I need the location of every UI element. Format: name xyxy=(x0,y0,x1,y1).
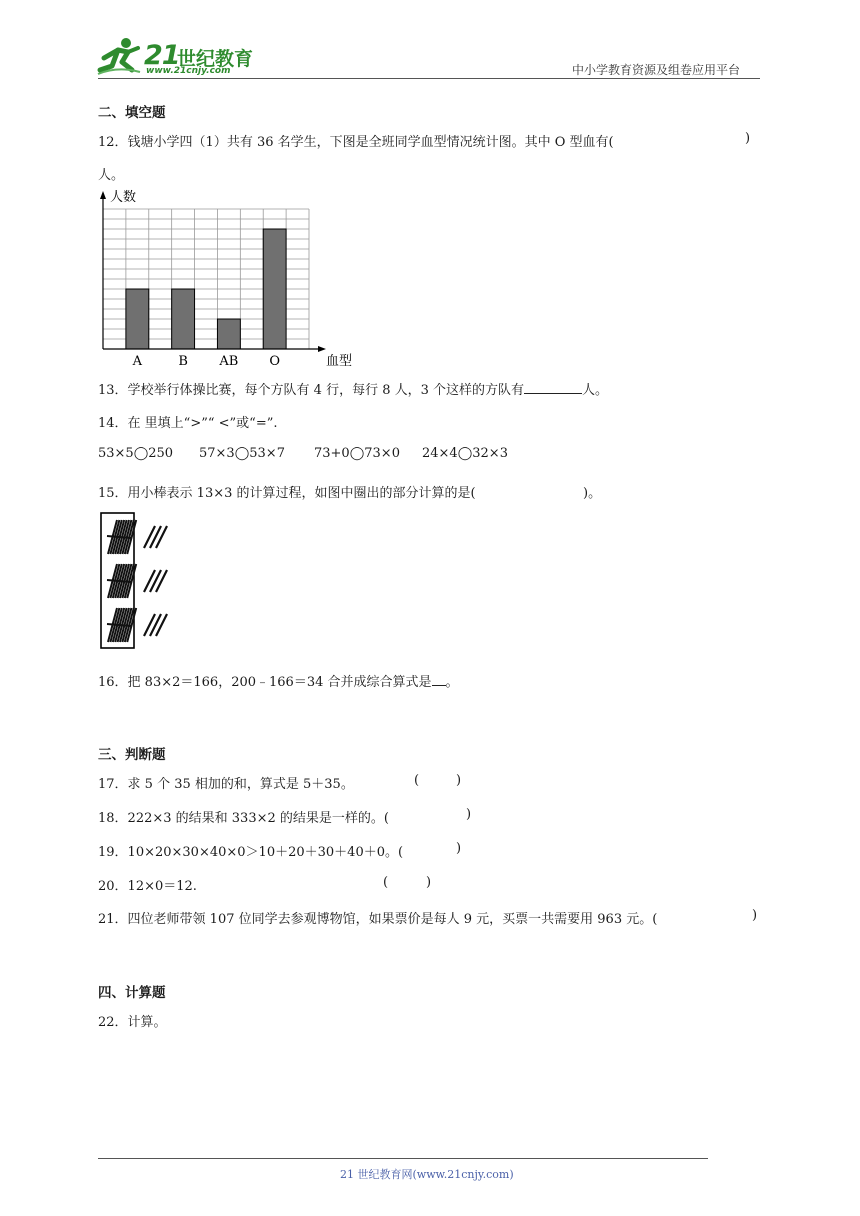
single-stick xyxy=(156,526,167,548)
platform-title: 中小学教育资源及组卷应用平台 xyxy=(572,63,741,77)
section-judge-title: 三、判断题 xyxy=(98,747,166,763)
question-16-text: 16．把 83×2＝166，200﹣166＝34 合并成综合算式是 xyxy=(98,675,432,690)
answer-blank-16[interactable] xyxy=(432,673,446,686)
single-sticks xyxy=(144,570,167,592)
stick-bundle-of-ten xyxy=(107,564,136,598)
answer-blank-13[interactable] xyxy=(524,381,582,394)
question-13 xyxy=(98,379,608,398)
question-20-text: 20．12×0＝12. xyxy=(98,879,197,894)
x-tick-label-o: O xyxy=(269,354,281,369)
question-14-item-2[interactable]: 57×3◯53×7 xyxy=(199,446,285,461)
bar-ab xyxy=(217,319,240,349)
question-14-item-1[interactable]: 53×5◯250 xyxy=(98,446,174,461)
single-stick xyxy=(144,614,155,636)
question-18-text: 18．222×3 的结果和 333×2 的结果是一样的。( xyxy=(98,811,389,826)
question-16 xyxy=(98,671,459,690)
x-tick-label-a: A xyxy=(132,354,143,369)
bar-o xyxy=(263,229,286,349)
y-axis-arrow-icon xyxy=(100,191,106,199)
footer-divider xyxy=(98,1158,708,1159)
x-axis-arrow-icon xyxy=(318,346,326,352)
blood-type-bar-chart xyxy=(90,183,370,373)
question-17-paren-close[interactable]: ) xyxy=(456,773,462,788)
question-13-unit: 人。 xyxy=(582,383,609,398)
question-20-paren-open[interactable]: ( xyxy=(383,875,389,890)
footer-text: 21 世纪教育网(www.21cnjy.com) xyxy=(340,1168,514,1181)
question-12-paren: ) xyxy=(745,131,751,146)
logo-url: www.21cnjy.com xyxy=(146,66,231,76)
question-14-stem: 14．在 里填上“>”“ <”或“=”. xyxy=(98,416,278,431)
stick-bundle-of-ten xyxy=(107,520,136,554)
question-21-text: 21．四位老师带领 107 位同学去参观博物馆，如果票价是每人 9 元，买票一共需要用 963 元。( xyxy=(98,912,658,927)
single-sticks xyxy=(144,526,167,548)
single-stick xyxy=(156,614,167,636)
stick-bundle-of-ten xyxy=(107,608,136,642)
question-15-paren: )。 xyxy=(583,486,602,501)
chart-y-label: 人数 xyxy=(110,190,137,205)
section-calc-title: 四、计算题 xyxy=(98,985,166,1001)
chart-x-labels xyxy=(132,354,280,369)
question-12-line1: 12．钱塘小学四（1）共有 36 名学生，下图是全班同学血型情况统计图。其中 O 型血有( xyxy=(98,135,614,150)
single-stick xyxy=(150,526,161,548)
question-12-line2: 人。 xyxy=(98,168,125,183)
question-14-item-4[interactable]: 24×4◯32×3 xyxy=(422,446,508,461)
question-21-paren-close[interactable]: ) xyxy=(752,908,758,923)
question-13-text: 13．学校举行体操比赛，每个方队有 4 行，每行 8 人，3 个这样的方队有 xyxy=(98,383,525,398)
question-17-paren-open[interactable]: ( xyxy=(414,773,420,788)
single-stick xyxy=(150,570,161,592)
sticks-figure xyxy=(98,510,178,652)
bar-b xyxy=(172,289,195,349)
question-15-text: 15．用小棒表示 13×3 的计算过程，如图中圈出的部分计算的是( xyxy=(98,486,476,501)
question-14-item-3[interactable]: 73+0◯73×0 xyxy=(314,446,400,461)
single-stick xyxy=(156,570,167,592)
single-stick xyxy=(144,570,155,592)
question-20-paren-close[interactable]: ) xyxy=(426,875,432,890)
single-stick xyxy=(150,614,161,636)
x-tick-label-b: B xyxy=(178,354,188,369)
bar-a xyxy=(126,289,149,349)
header-divider xyxy=(98,78,760,79)
logo-number: 21 xyxy=(144,40,180,71)
question-16-end: 。 xyxy=(445,675,459,690)
chart-x-label: 血型 xyxy=(326,354,353,369)
question-17-text: 17．求 5 个 35 相加的和，算式是 5＋35。 xyxy=(98,777,354,792)
question-18-paren-close[interactable]: ) xyxy=(466,807,472,822)
question-22-text: 22．计算。 xyxy=(98,1015,167,1030)
logo-text: 世纪教育 xyxy=(177,48,254,70)
x-tick-label-ab: AB xyxy=(219,354,239,369)
question-19-text: 19．10×20×30×40×0＞10＋20＋30＋40＋0。( xyxy=(98,845,404,860)
single-sticks xyxy=(144,614,167,636)
single-stick xyxy=(144,526,155,548)
runner-logo-icon xyxy=(96,36,142,76)
section-fill-blank-title: 二、填空题 xyxy=(98,105,166,121)
question-19-paren-close[interactable]: ) xyxy=(456,841,462,856)
